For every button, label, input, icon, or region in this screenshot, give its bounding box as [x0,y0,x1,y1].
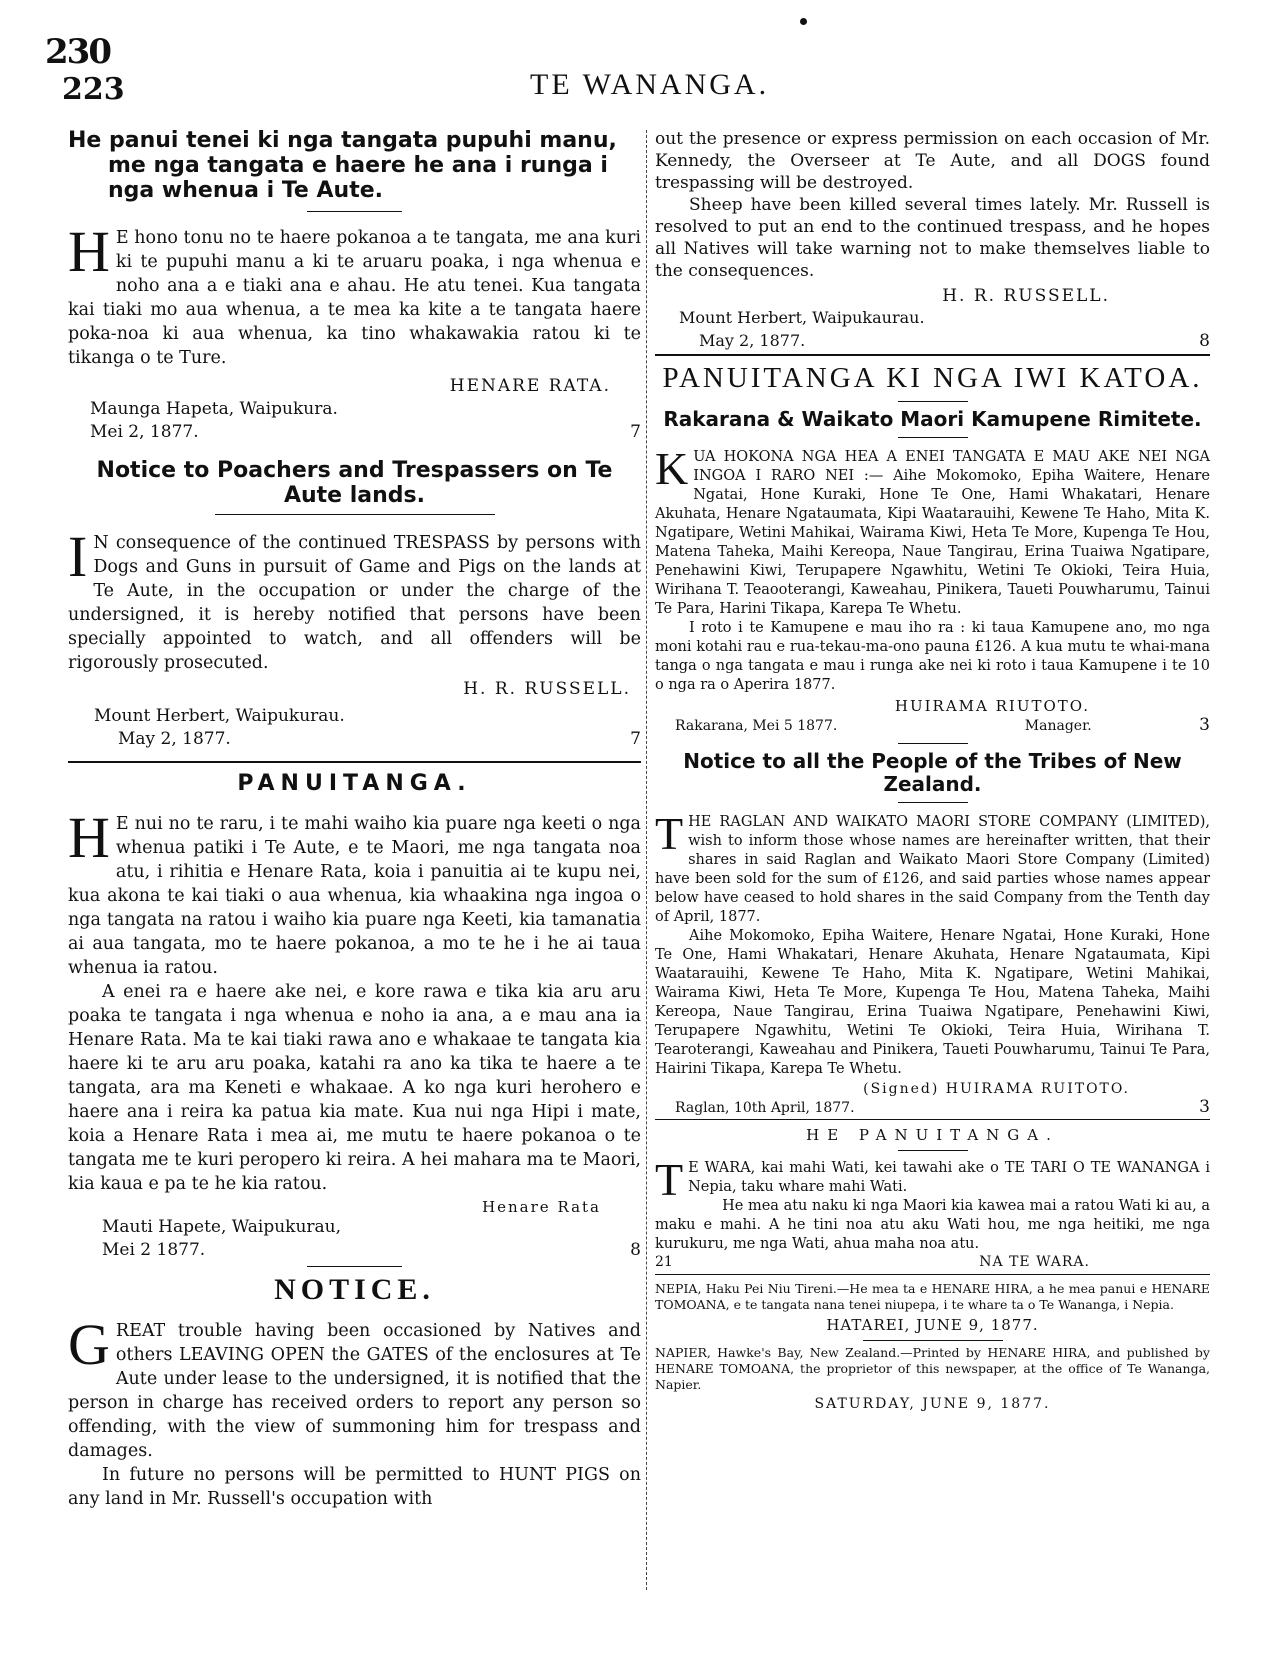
handwritten-page-number: 230 [45,32,110,72]
drop-cap: G [68,1312,110,1377]
notice-tribes [655,750,1210,1120]
signature: H. R. RUSSELL. [463,679,631,699]
drop-cap: T [655,808,684,859]
notice-body-2: He mea atu naku ki nga Maori kia kawea mai a ratou Wati ki au, a maku e mahi. A he tini noa atu aku Wati hou, me nga heitiki, me nga kurukuru, me nga Wati, ahua maha noa atu. [655,1198,1210,1252]
notice-title: Notice to all the People of the Tribes of New Zealand. [683,749,1182,796]
notice-number: 21 [655,1254,673,1270]
body-text: REAT trouble having been occasioned by Natives and others LEAVING OPEN the GATES of the enclosures at Te Aute under lease to the undersigned, it is notified that the person in charge has received orders to report any person so offending, with the view of summoning him for trespass and damages. [68,1321,641,1461]
notice-pupuhi-manu [68,128,641,444]
notice-number: 8 [1199,331,1210,351]
notice-body [655,1154,1210,1205]
divider [898,401,968,402]
masthead: TE WANANGA. [530,68,770,101]
place: Mount Herbert, Waipukurau. [94,706,345,726]
divider [307,1266,402,1267]
drop-cap: H [68,805,110,870]
notice-title: PANUITANGA. [237,771,472,796]
divider [307,211,402,212]
notice-body-2: Aihe Mokomoko, Epiha Waitere, Henare Ngatai, Hone Kuraki, Hone Te One, Hami Whakatari, Henare Akuhata, Henare Ngataumata, Kipi Waatarauihi, Kewene Te Haho, Mita K. Ngatipare, Wetini Mahikai, Wairama Kiwi, Heta Te More, Kupenga Te Hou, Matena Taheka, Maihi Kereopa, Naue Tangirau, Erina Tuaiwa Ngatipare, Penehawini Kiwi, Terupapere Ngawhitu, Wetini Te Okioki, Teira Huia, Wirihana T. Tearoterangi, Kaweahau and Pinikera, Taueti Pouwharumu, Tainui Te Para, Hairini Tikapa, Karepa Te Whetu. [655,928,1210,1077]
imprint-english-date: SATURDAY, JUNE 9, 1877. [814,1396,1051,1412]
signature-row [655,1254,1210,1270]
body-text: E WARA, kai mahi Wati, kei tawahi ake o TE TARI O TE WANANGA i Nepia, taku whare mahi Wati. [688,1160,1210,1195]
section-rule [655,1119,1210,1120]
section-rule [68,761,641,763]
notice-te-wara [655,1126,1210,1275]
continued-text: out the presence or express permission on each occasion of Mr. Kennedy, the Overseer at Te Aute, and all DOGS found trespassing will be destroyed. [655,129,1210,193]
notice-title: NOTICE. [274,1273,435,1306]
date: May 2, 1877. [118,729,231,749]
notice-number: 8 [630,1240,641,1260]
signature: Henare Rata [482,1198,601,1216]
place: Mount Herbert, Waipukaurau. [679,308,925,327]
divider [863,1340,1003,1341]
notice-number: 3 [1199,1097,1210,1117]
continued-text-2: Sheep have been killed several times lately. Mr. Russell is resolved to put an end to the continued trespass, and he hopes all Natives will take warning not to make themselves liable to the consequences. [655,195,1210,281]
divider [215,514,495,515]
column-divider [646,130,647,1590]
notice-title: He panui tenei ki nga tangata pupuhi manu, me nga tangata e haere he ana i runga i nga whenua i Te Aute. [68,128,617,203]
notice-panuitanga [68,771,641,1267]
signature: (Signed) HUIRAMA RUITOTO. [863,1081,1130,1097]
signature: HENARE RATA. [449,376,611,396]
section-rule [655,354,1210,356]
date-row [68,1239,641,1262]
drop-cap: T [655,1154,684,1205]
date-row [68,728,641,751]
imprint [655,1281,1210,1412]
signature: H. R. RUSSELL. [942,286,1110,306]
date-row [68,421,641,444]
body-text: E nui no te raru, i te mahi waiho kia puare nga keeti o nga whenua patiki i Te Aute, e te Maori, me nga tangata noa atu, i rihitia e Henare Rata, koia i panuitia ai te kupu nei, kua akona te kai tiaki o aua whenua, kia whaakina nga ingoa o nga tangata na ratou i waiho kia puare nga Keeti, kia tamanatia ai aua tangata, mo te haere pokanoa, a mo te he i he ai taua whenua ia ratou. [68,814,641,978]
page-number: 223 [62,72,125,107]
notice-body-2: In future no persons will be permitted to HUNT PIGS on any land in Mr. Russell's occupation with [68,1465,641,1509]
role: Manager. [1024,718,1092,734]
signature: HUIRAMA RIUTOTO. [894,697,1090,715]
divider [898,802,968,803]
place: Mauti Hapete, Waipukurau, [102,1217,342,1237]
signature: NA TE WARA. [979,1254,1090,1270]
notice-body [68,219,641,370]
notice-english [68,1273,641,1511]
drop-cap: I [68,524,88,589]
date: Mei 2 1877. [102,1240,206,1260]
body-text: HE RAGLAN AND WAIKATO MAORI STORE COMPANY (LIMITED), wish to inform those whose names are hereinafter written, that their shares in said Raglan and Waikato Maori Store Company (Limited) have been sold for the sum of £126, and said parties whose names appear below have ceased to hold shares in the said Company from the Tenth day of April, 1877. [655,814,1210,925]
notice-body-2: I roto i te Kamupene e mau iho ra : ki taua Kamupene ano, mo nga moni kotahi rau e rua-tekau-ma-ono pauna £126. A kua mutu te whai-mana tanga o nga tangata e mau i runga ake nei ki roto i taua Kamupene i te 10 o nga ra o Aperira 1877. [655,620,1210,693]
imprint-maori-date: HATAREI, JUNE 9, 1877. [826,1316,1039,1334]
date-row [655,329,1210,352]
drop-cap: K [655,443,689,494]
notice-title: PANUITANGA KI NGA IWI KATOA. [662,362,1203,394]
imprint-maori: NEPIA, Haku Pei Niu Tireni.—He mea ta e HENARE HIRA, a he mea panui e HENARE TOMOANA, e te tangata nana tenei niupepa, i te whare ta o Te Wananga, i Nepia. [655,1281,1210,1312]
notice-poachers [68,458,641,763]
notice-number: 7 [630,422,641,442]
body-text: E hono tonu no te haere pokanoa a te tangata, me ana kuri ki te pupuhi manu a ki te aruaru poaka, i nga whenua e noho ana a e tiaki ana e ahau. He atu tenei. Kua tangata kai tiaki mo aua whenua, a te mea ka kite a te tangata haere poka-noa ki aua whenua, ka tino whakawakia ratou ki te tikanga o te Ture. [68,228,641,368]
notice-continued [655,128,1210,356]
notice-body [68,1312,641,1463]
body-text: N consequence of the continued TRESPASS by persons with Dogs and Guns in pursuit of Game and Pigs on the lands at Te Aute, in the occupation or under the charge of the undersigned, it is hereby notified that persons have been specially appointed to watch, and all offenders will be rigorously prosecuted. [68,533,641,673]
place-date: Raglan, 10th April, 1877. [675,1100,855,1116]
drop-cap: H [68,219,110,284]
left-column [68,128,641,1511]
divider [898,437,968,438]
notice-number: 3 [1199,715,1210,735]
section-rule [655,1274,1210,1275]
notice-body [68,805,641,980]
divider [898,743,968,744]
notice-body [68,524,641,675]
body-text: UA HOKONA NGA HEA A ENEI TANGATA E MAU AKE NEI NGA INGOA I RARO NEI :— Aihe Mokomoko, Epiha Waitere, Henare Ngatai, Hone Kuraki, Hone Te One, Hami Whakatari, Henare Akuhata, Henare Ngataumata, Kipi Waatarauihi, Kewene Te Haho, Mita K. Ngatipare, Wetini Mahikai, Wairama Kiwi, Heta Te More, Kupenga Te Hou, Matena Taheka, Maihi Kereopa, Naue Tangirau, Erina Tuaiwa Ngatipare, Penehawini Kiwi, Terupapere Ngawhitu, Wetini Te Okioki, Teira Huia, Wirihana T. Teaooterangi, Kaweahau, Pinikera, Taueti Pouwharumu, Tainui Te Para, Harini Tikapa, Karepa Te Whetu. [655,449,1210,617]
notice-number: 7 [630,729,641,749]
notice-iwi-katoa [655,362,1210,744]
notice-title: HE PANUITANGA. [806,1126,1059,1144]
notice-body [655,808,1210,927]
date-row [655,715,1210,735]
ink-dot [800,18,807,25]
imprint-english: NAPIER, Hawke's Bay, New Zealand.—Printed by HENARE HIRA, and published by HENARE TOMOANA, the proprietor of this newspaper, at the office of Te Wananga, Napier. [655,1345,1210,1392]
notice-subtitle: Rakarana & Waikato Maori Kamupene Rimitete. [663,407,1202,431]
place-date: Rakarana, Mei 5 1877. [675,718,838,734]
place: Maunga Hapeta, Waipukura. [90,399,338,419]
divider [898,1150,968,1151]
notice-body [655,443,1210,619]
date: Mei 2, 1877. [90,422,199,442]
right-column [655,128,1210,1412]
date-row [655,1097,1210,1117]
date: May 2, 1877. [699,331,806,350]
notice-body-2: A enei ra e haere ake nei, e kore rawa e tika kia aru aru poaka te tangata i nga whenua e noho ia ana, a e mau ana ia Henare Rata. Ma te kai tiaki rawa ano e whakaae te tangata kia haere ki te aru aru poaka, katahi ra ano ka tika te haere a te tangata, ara ma Keneti e whakaae. A ko nga kuri herohero e haere ana i reira ka patua kia mate. Kua nui nga Hipi i mate, koia a Henare Rata i mea ai, me mutu te haere pokanoa o te tangata me te kuri peropero ki reira. A hei mahara ma te Maori, kia kaua e pa te he kia ratou. [68,982,641,1194]
notice-title: Notice to Poachers and Trespassers on Te Aute lands. [96,458,613,508]
